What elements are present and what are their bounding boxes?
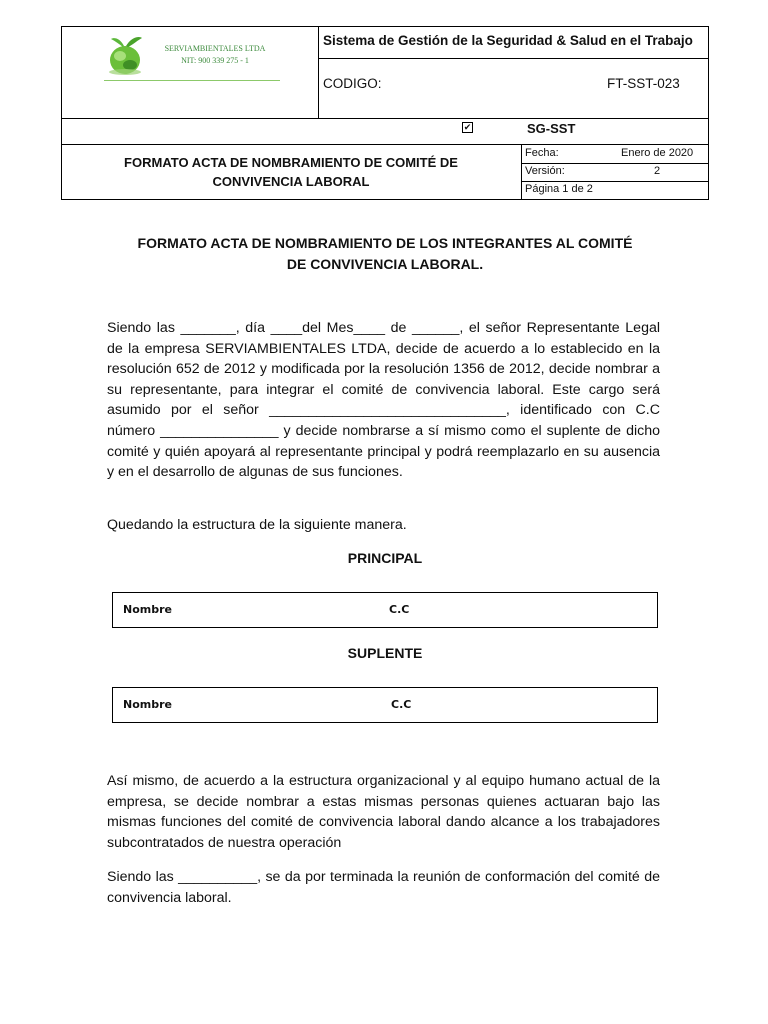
- paragraph-closing: Siendo las __________, se da por terminada la reunión de conformación del comité de convivencia laboral.: [107, 869, 660, 906]
- paragraph-scope: Así mismo, de acuerdo a la estructura organizacional y al equipo humano actual de la empresa, se decide nombrar a estas mismas personas quienes actuaran bajo las mismas funciones del comité de convivencia laboral dando alcance a los trabajadores subcontratados de nuestra operación: [107, 773, 660, 851]
- paragraph-structure: Quedando la estructura de la siguiente manera.: [107, 517, 407, 533]
- system-title: Sistema de Gestión de la Seguridad & Salud en el Trabajo: [323, 33, 693, 48]
- principal-name-label: Nombre: [123, 603, 172, 616]
- version-label: Versión:: [525, 165, 565, 177]
- company-logo: [104, 32, 146, 76]
- form-title-line2: CONVIVENCIA LABORAL: [212, 174, 370, 189]
- date-label: Fecha:: [525, 147, 559, 159]
- suplente-table: [112, 687, 658, 723]
- principal-table: [112, 592, 658, 628]
- checkbox-icon: ✔: [463, 122, 472, 132]
- version-value: 2: [654, 165, 661, 177]
- document-title-line1: FORMATO ACTA DE NOMBRAMIENTO DE LOS INTEGRANTES AL COMITÉ: [137, 235, 633, 251]
- company-nit: NIT: 900 339 275 - 1: [181, 56, 249, 65]
- form-title: [62, 153, 520, 191]
- suplente-name-label: Nombre: [123, 698, 172, 711]
- system-abbr: SG-SST: [527, 121, 576, 136]
- globe-leaf-icon: [104, 32, 146, 76]
- suplente-heading: SUPLENTE: [347, 645, 423, 661]
- date-value: Enero de 2020: [621, 147, 694, 159]
- principal-heading: PRINCIPAL: [347, 550, 423, 566]
- code-value: FT-SST-023: [607, 76, 680, 91]
- principal-cc-label: C.C: [389, 603, 410, 616]
- form-title-line1: FORMATO ACTA DE NOMBRAMIENTO DE COMITÉ DE: [124, 155, 458, 170]
- page-number: Página 1 de 2: [525, 183, 593, 195]
- company-name: SERVIAMBIENTALES LTDA: [164, 44, 266, 53]
- document-title: [100, 233, 670, 274]
- paragraph-intro: Siendo las _______, día ____del Mes____ de ______, el señor Representante Legal de la empresa SERVIAMBIENTALES LTDA, decide de acuerdo a lo establecido en la resolución 652 de 2012 y modificada por la resolución 1356 de 2012, decide nombrar a su representante, para integrar el comité de convivencia laboral. Este cargo será asumido por el señor ______________________________, identificado con C.C número _______________ y decide nombrarse a sí mismo como el suplente de dicho comité y quién apoyará al representante principal y podrá reemplazarlo en su ausencia y en el desarrollo de algunas de sus funciones.: [107, 320, 660, 481]
- code-label: CODIGO:: [323, 76, 382, 91]
- suplente-cc-label: C.C: [391, 698, 412, 711]
- logo-underline: [104, 80, 280, 81]
- document-title-line2: DE CONVIVENCIA LABORAL.: [286, 255, 484, 272]
